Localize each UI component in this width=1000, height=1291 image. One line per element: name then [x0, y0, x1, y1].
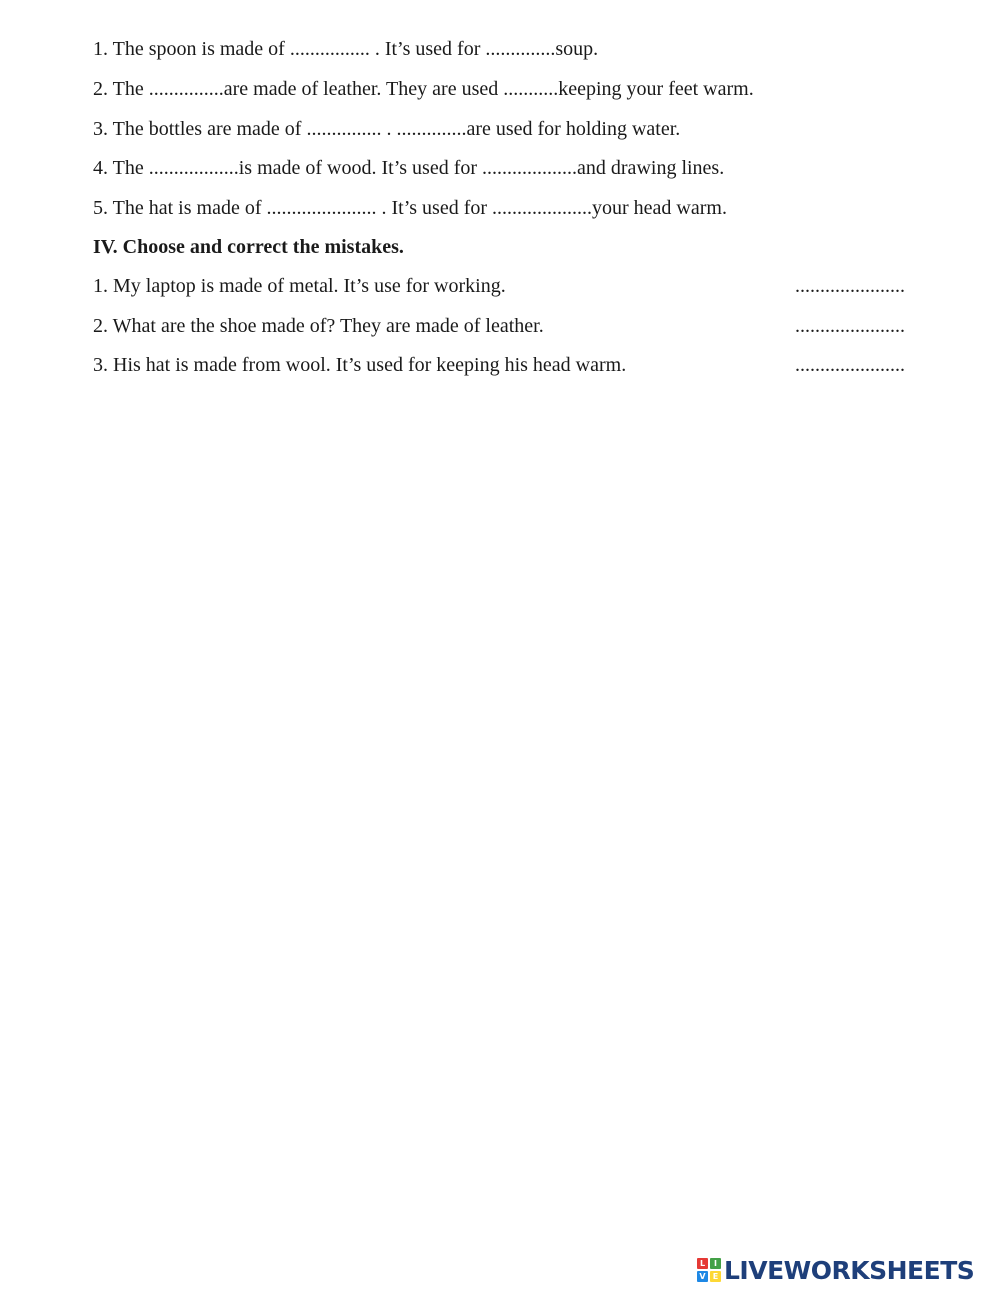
- liveworksheets-logo: [697, 1255, 974, 1285]
- logo-tile-e: E: [710, 1271, 721, 1282]
- mistake-item-1: 1. My laptop is made of metal. It’s use for working.: [93, 275, 506, 297]
- logo-tile-v: V: [697, 1271, 708, 1282]
- fill-blank-item-4: 4. The ..................is made of wood. It’s used for ...................and drawing lines.: [93, 157, 725, 179]
- brand-name: LIVEWORKSHEETS: [724, 1255, 975, 1285]
- logo-tiles-icon: [697, 1258, 721, 1282]
- logo-tile-l: L: [697, 1258, 708, 1269]
- logo-tile-i: I: [710, 1258, 721, 1269]
- mistake-item-3: 3. His hat is made from wool. It’s used for keeping his head warm.: [93, 354, 627, 376]
- answer-blank-1[interactable]: ......................: [795, 275, 905, 297]
- mistake-item-2: 2. What are the shoe made of? They are made of leather.: [93, 315, 544, 337]
- answer-blank-2[interactable]: ......................: [795, 315, 905, 337]
- fill-blank-item-5: 5. The hat is made of ...................... . It’s used for ....................your head warm.: [93, 197, 727, 219]
- fill-blank-item-3: 3. The bottles are made of ............... . ..............are used for holding water.: [93, 118, 681, 140]
- answer-blank-3[interactable]: ......................: [795, 354, 905, 376]
- fill-blank-item-1: 1. The spoon is made of ................ . It’s used for ..............soup.: [93, 38, 599, 60]
- fill-blank-item-2: 2. The ...............are made of leather. They are used ...........keeping your feet warm.: [93, 78, 754, 100]
- section-iv-heading: IV. Choose and correct the mistakes.: [93, 236, 404, 258]
